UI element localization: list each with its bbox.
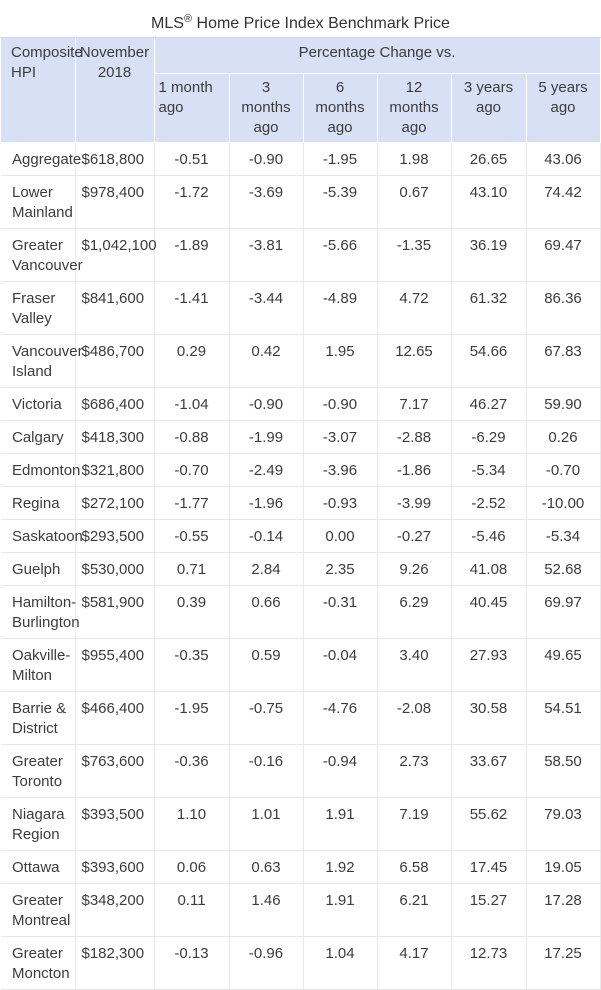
row-region-name: [1, 884, 75, 937]
table-row: [1, 454, 600, 487]
row-percent-change: 17.25: [526, 937, 600, 990]
row-percent-change: 1.91: [303, 798, 377, 851]
row-hpi-value: $466,400: [75, 692, 154, 745]
row-percent-change: 59.90: [526, 388, 600, 421]
row-percent-change: 33.67: [451, 745, 526, 798]
row-percent-change: 3.40: [377, 639, 451, 692]
row-percent-change: -0.94: [303, 745, 377, 798]
region-name-line: Mainland: [12, 204, 73, 221]
row-percent-change: -10.00: [526, 487, 600, 520]
row-percent-change: 7.19: [377, 798, 451, 851]
region-name-line: District: [12, 720, 58, 737]
row-region-name: [1, 520, 83, 553]
row-percent-change: 54.51: [526, 692, 600, 745]
table-row: [1, 229, 600, 282]
region-name-line: Vancouver: [12, 343, 83, 360]
table-row: [1, 282, 600, 335]
row-percent-change: -3.69: [229, 176, 303, 229]
row-percent-change: 36.19: [451, 229, 526, 282]
row-percent-change: -1.95: [154, 692, 229, 745]
region-name-line: Calgary: [12, 429, 64, 446]
region-name-line: Regina: [12, 495, 60, 512]
row-percent-change: 41.08: [451, 553, 526, 586]
row-percent-change: 19.05: [526, 851, 600, 884]
row-percent-change: 1.92: [303, 851, 377, 884]
header-period-line: 6: [335, 79, 345, 96]
row-percent-change: -1.35: [377, 229, 451, 282]
row-percent-change: -5.46: [451, 520, 526, 553]
row-percent-change: -0.13: [154, 937, 229, 990]
row-hpi-value: $272,100: [75, 487, 154, 520]
row-percent-change: -0.90: [229, 143, 303, 176]
row-percent-change: -5.39: [303, 176, 377, 229]
row-percent-change: 17.45: [451, 851, 526, 884]
row-percent-change: -3.44: [229, 282, 303, 335]
row-percent-change: -1.41: [154, 282, 229, 335]
region-name-line: Saskatoon: [12, 528, 83, 545]
region-name-line: Greater: [12, 237, 63, 254]
table-row: [1, 487, 600, 520]
row-percent-change: 0.11: [154, 884, 229, 937]
header-period-line: months: [389, 99, 439, 116]
header-period-line: ago: [401, 119, 427, 136]
row-percent-change: 1.98: [377, 143, 451, 176]
row-percent-change: 6.21: [377, 884, 451, 937]
header-period-5y: [526, 74, 600, 143]
row-hpi-value: $348,200: [75, 884, 154, 937]
row-percent-change: 6.58: [377, 851, 451, 884]
region-name-line: Oakville-: [12, 647, 71, 664]
row-hpi-value: $321,800: [75, 454, 154, 487]
row-region-name: [1, 388, 75, 421]
row-region-name: [1, 586, 80, 639]
row-percent-change: 61.32: [451, 282, 526, 335]
row-percent-change: 0.59: [229, 639, 303, 692]
row-hpi-value: $978,400: [75, 176, 154, 229]
row-percent-change: 17.28: [526, 884, 600, 937]
header-period-3m: [229, 74, 303, 143]
row-hpi-value: $530,000: [75, 553, 154, 586]
row-percent-change: -0.88: [154, 421, 229, 454]
row-percent-change: 0.63: [229, 851, 303, 884]
region-name-line: Valley: [12, 310, 52, 327]
row-percent-change: -0.93: [303, 487, 377, 520]
header-period-line: ago: [253, 119, 279, 136]
row-region-name: [1, 798, 75, 851]
row-percent-change: -2.88: [377, 421, 451, 454]
row-percent-change: 0.67: [377, 176, 451, 229]
row-percent-change: 54.66: [451, 335, 526, 388]
row-percent-change: -3.07: [303, 421, 377, 454]
row-percent-change: 27.93: [451, 639, 526, 692]
header-period-line: ago: [327, 119, 353, 136]
row-region-name: [1, 421, 75, 454]
row-percent-change: 1.10: [154, 798, 229, 851]
header-period-line: 5 years: [538, 79, 588, 96]
row-percent-change: -1.96: [229, 487, 303, 520]
row-percent-change: 52.68: [526, 553, 600, 586]
table-row: [1, 143, 600, 176]
row-percent-change: 58.50: [526, 745, 600, 798]
region-name-line: Lower: [12, 184, 53, 201]
header-month-line1: November: [79, 44, 150, 61]
row-percent-change: -0.31: [303, 586, 377, 639]
row-percent-change: 43.10: [451, 176, 526, 229]
region-name-line: Victoria: [12, 396, 62, 413]
region-name-line: Guelph: [12, 561, 61, 578]
row-hpi-value: $763,600: [75, 745, 154, 798]
row-percent-change: 2.35: [303, 553, 377, 586]
region-name-line: Milton: [12, 667, 53, 684]
row-region-name: [1, 487, 75, 520]
header-composite-line1: Composite: [11, 44, 83, 61]
row-percent-change: 1.91: [303, 884, 377, 937]
row-region-name: [1, 335, 83, 388]
row-percent-change: 1.95: [303, 335, 377, 388]
row-hpi-value: $1,042,100: [75, 229, 154, 282]
header-period-line: months: [315, 99, 365, 116]
row-percent-change: 9.26: [377, 553, 451, 586]
table-body: [1, 143, 600, 990]
row-region-name: [1, 454, 81, 487]
benchmark-price-table: [1, 38, 601, 990]
row-percent-change: 86.36: [526, 282, 600, 335]
row-region-name: [1, 176, 75, 229]
row-percent-change: -1.86: [377, 454, 451, 487]
table-row: [1, 553, 600, 586]
row-hpi-value: $486,700: [75, 335, 154, 388]
region-name-line: Moncton: [12, 965, 70, 982]
row-percent-change: 30.58: [451, 692, 526, 745]
header-period-line: ago: [475, 99, 502, 116]
row-percent-change: -3.96: [303, 454, 377, 487]
region-name-line: Niagara: [12, 806, 65, 823]
row-percent-change: -2.52: [451, 487, 526, 520]
region-name-line: Toronto: [12, 773, 63, 790]
row-percent-change: -0.14: [229, 520, 303, 553]
header-percentage-change: [154, 38, 600, 74]
row-hpi-value: $418,300: [75, 421, 154, 454]
row-percent-change: -0.70: [526, 454, 600, 487]
region-name-line: Greater: [12, 753, 63, 770]
row-percent-change: 0.39: [154, 586, 229, 639]
table-row: [1, 798, 600, 851]
table-row: [1, 176, 600, 229]
row-percent-change: -1.72: [154, 176, 229, 229]
row-percent-change: -3.81: [229, 229, 303, 282]
row-percent-change: -0.36: [154, 745, 229, 798]
row-percent-change: 43.06: [526, 143, 600, 176]
row-percent-change: 2.84: [229, 553, 303, 586]
row-percent-change: 0.06: [154, 851, 229, 884]
row-percent-change: -0.04: [303, 639, 377, 692]
header-period-6m: [303, 74, 377, 143]
row-percent-change: 0.00: [303, 520, 377, 553]
region-name-line: Barrie &: [12, 700, 67, 717]
header-period-1m: [154, 74, 229, 143]
header-period-line: 1 month: [158, 79, 213, 96]
table-row: [1, 692, 600, 745]
row-percent-change: 12.65: [377, 335, 451, 388]
row-percent-change: 0.29: [154, 335, 229, 388]
row-percent-change: -5.34: [526, 520, 600, 553]
row-percent-change: 69.97: [526, 586, 600, 639]
header-composite-line2: HPI: [11, 64, 37, 81]
region-name-line: Greater: [12, 945, 63, 962]
row-percent-change: 4.72: [377, 282, 451, 335]
row-percent-change: -1.99: [229, 421, 303, 454]
row-percent-change: 55.62: [451, 798, 526, 851]
row-percent-change: 0.71: [154, 553, 229, 586]
row-percent-change: -2.49: [229, 454, 303, 487]
row-percent-change: -0.55: [154, 520, 229, 553]
header-month: [75, 38, 154, 143]
row-percent-change: -0.90: [229, 388, 303, 421]
row-percent-change: -0.90: [303, 388, 377, 421]
header-period-12m: [377, 74, 451, 143]
header-period-3y: [451, 74, 526, 143]
row-region-name: [1, 692, 75, 745]
header-period-line: 3: [261, 79, 271, 96]
row-percent-change: -0.70: [154, 454, 229, 487]
row-percent-change: -4.89: [303, 282, 377, 335]
row-percent-change: -3.99: [377, 487, 451, 520]
row-region-name: [1, 639, 75, 692]
table-row: [1, 851, 600, 884]
row-region-name: [1, 143, 82, 176]
row-percent-change: 0.26: [526, 421, 600, 454]
row-percent-change: -0.51: [154, 143, 229, 176]
row-percent-change: -1.77: [154, 487, 229, 520]
row-hpi-value: $841,600: [75, 282, 154, 335]
row-percent-change: 46.27: [451, 388, 526, 421]
table-row: [1, 388, 600, 421]
table-row: [1, 745, 600, 798]
row-percent-change: 7.17: [377, 388, 451, 421]
region-name-line: Island: [12, 363, 53, 380]
row-region-name: [1, 851, 75, 884]
row-percent-change: 12.73: [451, 937, 526, 990]
row-percent-change: 4.17: [377, 937, 451, 990]
region-name-line: Montreal: [12, 912, 71, 929]
region-name-line: Burlington: [12, 614, 80, 631]
region-name-line: Ottawa: [12, 859, 60, 876]
row-percent-change: -1.95: [303, 143, 377, 176]
header-period-line: 12: [405, 79, 423, 96]
row-percent-change: 15.27: [451, 884, 526, 937]
title-text: Home Price Index Benchmark Price: [192, 15, 450, 32]
title-mls: MLS: [151, 15, 184, 32]
row-hpi-value: $393,600: [75, 851, 154, 884]
row-percent-change: -5.34: [451, 454, 526, 487]
row-region-name: [1, 229, 83, 282]
row-region-name: [1, 553, 75, 586]
row-percent-change: 1.46: [229, 884, 303, 937]
row-percent-change: 69.47: [526, 229, 600, 282]
row-percent-change: -0.27: [377, 520, 451, 553]
row-percent-change: 2.73: [377, 745, 451, 798]
row-percent-change: 1.01: [229, 798, 303, 851]
row-hpi-value: $581,900: [75, 586, 154, 639]
row-percent-change: -0.16: [229, 745, 303, 798]
row-region-name: [1, 282, 75, 335]
header-group-label: Percentage Change vs.: [298, 44, 456, 61]
row-percent-change: -0.75: [229, 692, 303, 745]
row-percent-change: -0.96: [229, 937, 303, 990]
row-region-name: [1, 745, 75, 798]
row-hpi-value: $393,500: [75, 798, 154, 851]
row-percent-change: 40.45: [451, 586, 526, 639]
row-percent-change: -6.29: [451, 421, 526, 454]
table-row: [1, 639, 600, 692]
row-percent-change: 1.04: [303, 937, 377, 990]
row-percent-change: 74.42: [526, 176, 600, 229]
row-percent-change: -1.04: [154, 388, 229, 421]
header-period-line: months: [241, 99, 291, 116]
header-composite: [1, 38, 83, 143]
region-name-line: Hamilton-: [12, 594, 77, 611]
row-hpi-value: $293,500: [75, 520, 154, 553]
table-row: [1, 884, 600, 937]
region-name-line: Fraser: [12, 290, 56, 307]
row-percent-change: -2.08: [377, 692, 451, 745]
row-hpi-value: $182,300: [75, 937, 154, 990]
header-period-line: ago: [550, 99, 576, 116]
title-registered-mark: ®: [183, 13, 193, 25]
row-percent-change: 6.29: [377, 586, 451, 639]
row-percent-change: 67.83: [526, 335, 600, 388]
row-hpi-value: $618,800: [75, 143, 154, 176]
table-row: [1, 520, 600, 553]
table-row: [1, 421, 600, 454]
region-name-line: Region: [12, 826, 60, 843]
region-name-line: Edmonton: [12, 462, 81, 479]
row-percent-change: 26.65: [451, 143, 526, 176]
row-percent-change: -0.35: [154, 639, 229, 692]
row-percent-change: 0.42: [229, 335, 303, 388]
region-name-line: Aggregate: [12, 151, 82, 168]
header-period-line: 3 years: [463, 79, 514, 96]
row-hpi-value: $955,400: [75, 639, 154, 692]
row-percent-change: 49.65: [526, 639, 600, 692]
row-percent-change: -4.76: [303, 692, 377, 745]
row-percent-change: 0.66: [229, 586, 303, 639]
row-hpi-value: $686,400: [75, 388, 154, 421]
row-percent-change: -1.89: [154, 229, 229, 282]
table-title: [0, 0, 601, 38]
header-period-line: ago: [158, 99, 184, 116]
header-month-line2: 2018: [97, 64, 132, 81]
table-row: [1, 586, 600, 639]
region-name-line: Vancouver: [12, 257, 83, 274]
region-name-line: Greater: [12, 892, 63, 909]
row-percent-change: 79.03: [526, 798, 600, 851]
table-row: [1, 335, 600, 388]
row-percent-change: -5.66: [303, 229, 377, 282]
